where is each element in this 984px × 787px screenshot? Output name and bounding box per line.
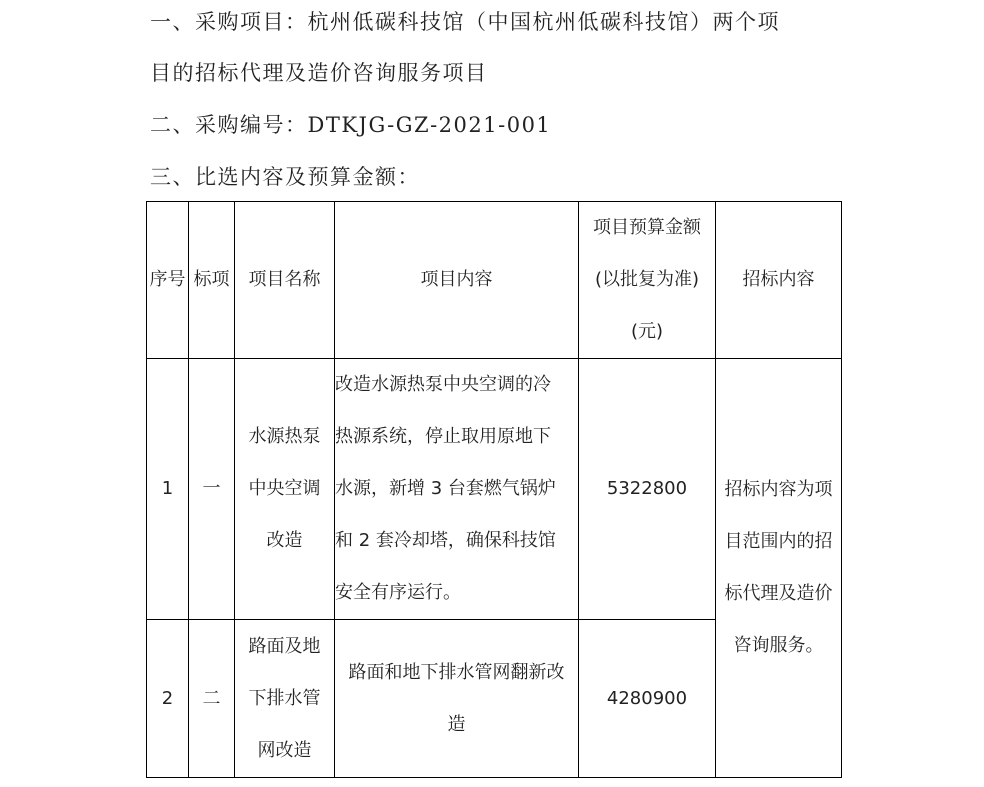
bid-scope-line: 目范围内的招: [724, 531, 833, 552]
row2-name-line: 下排水管: [248, 687, 321, 709]
row1-project-content: [335, 359, 579, 620]
row1-content-line: 和 2 套冷却塔，确保科技馆: [335, 530, 556, 551]
header-budget: [579, 202, 716, 359]
procurement-number-line: 二、采购编号：DTKJG-GZ-2021-001: [150, 113, 552, 137]
procurement-project-line1: 一、采购项目：杭州低碳科技馆（中国杭州低碳科技馆）两个项: [150, 10, 780, 34]
row1-name-line: 中央空调: [248, 478, 321, 499]
row2-project-content: [335, 620, 579, 778]
row2-content-line: 路面和地下排水管网翻新改: [348, 661, 565, 683]
row2-budget: 4280900: [579, 620, 716, 778]
header-budget-line3: (元): [630, 321, 664, 342]
row1-seq: 1: [147, 359, 189, 620]
row2-content-line: 造: [447, 713, 466, 735]
row1-content-line: 水源，新增 3 台套燃气锅炉: [335, 478, 556, 499]
bid-scope-line: 招标内容为项: [724, 479, 833, 500]
budget-section-heading: 三、比选内容及预算金额：: [150, 165, 420, 189]
header-budget-line2: (以批复为准): [594, 269, 700, 290]
bid-scope-cell: [716, 359, 842, 778]
row1-budget: 5322800: [579, 359, 716, 620]
row1-content-line: 改造水源热泵中央空调的冷: [335, 374, 551, 395]
header-budget-line1: 项目预算金额: [593, 217, 701, 238]
row2-seq: 2: [147, 620, 189, 778]
row1-lot: 一: [189, 359, 235, 620]
row1-content-line: 热源系统，停止取用原地下: [335, 426, 551, 447]
row2-lot: 二: [189, 620, 235, 778]
header-project-content: 项目内容: [335, 202, 579, 359]
row2-project-name: [235, 620, 335, 778]
row1-project-name: [235, 359, 335, 620]
bid-items-table: [146, 201, 842, 778]
row2-name-line: 网改造: [257, 739, 312, 761]
bid-scope-line: 咨询服务。: [733, 635, 824, 656]
bid-scope-line: 标代理及造价: [724, 583, 833, 604]
header-bid-scope: 招标内容: [716, 202, 842, 359]
row1-content-line: 安全有序运行。: [335, 582, 461, 603]
procurement-project-line2: 目的招标代理及造价咨询服务项目: [150, 61, 488, 85]
row1-name-line: 水源热泵: [248, 426, 321, 447]
header-project-name: 项目名称: [235, 202, 335, 359]
row2-name-line: 路面及地: [248, 635, 321, 657]
row1-name-line: 改造: [266, 530, 303, 551]
header-seq: 序号: [147, 202, 189, 359]
header-lot: 标项: [189, 202, 235, 359]
table-row: [147, 359, 842, 620]
table-header-row: [147, 202, 842, 359]
